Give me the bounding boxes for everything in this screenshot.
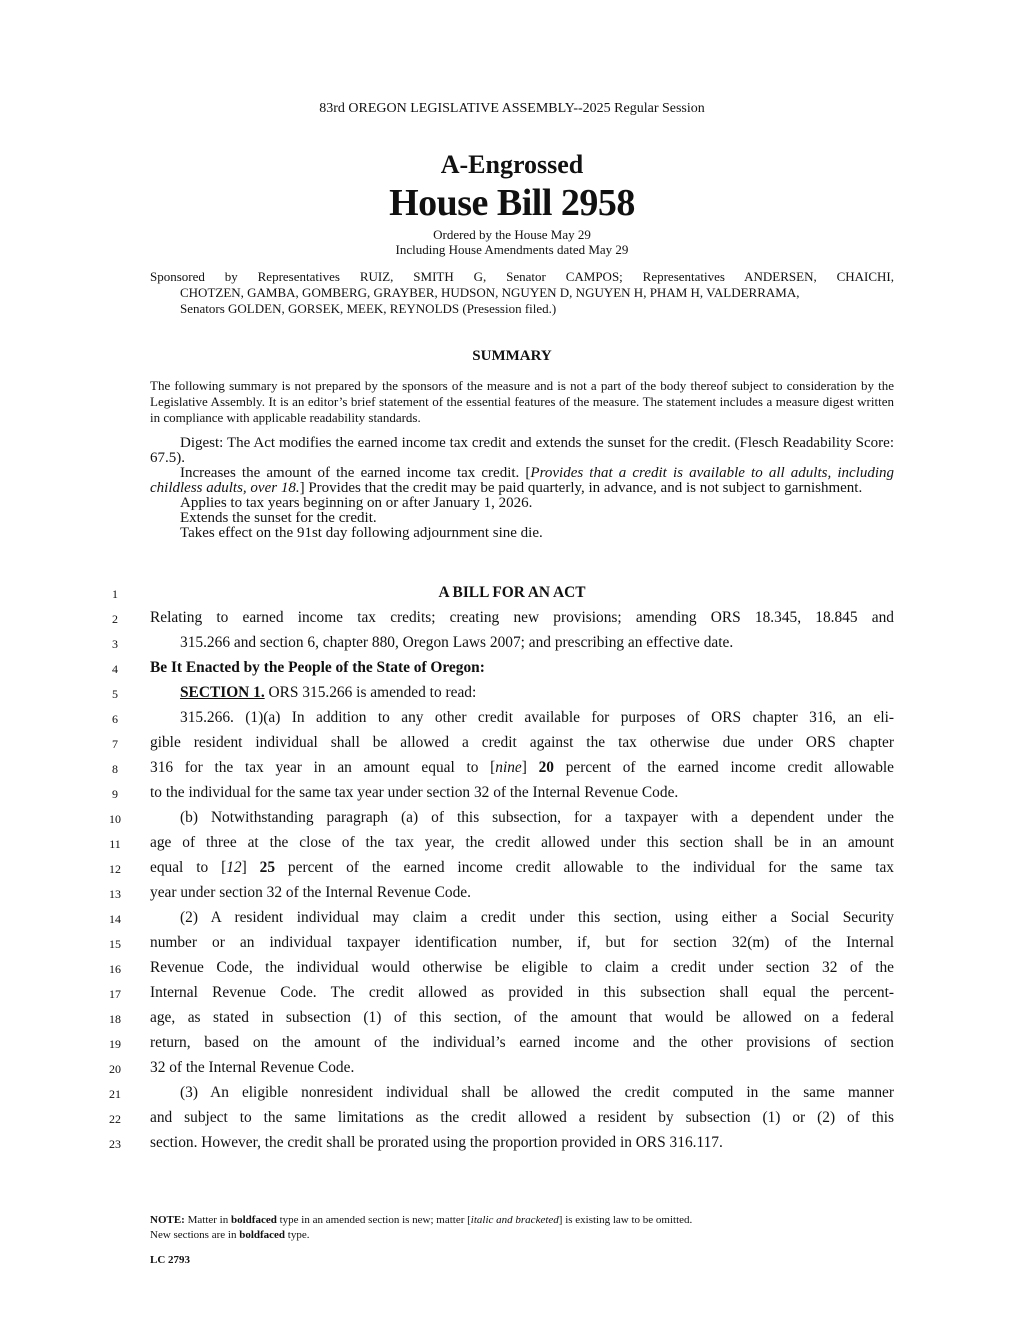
bill-line-18: age, as stated in subsection (1) of this section, of the amount that would be allowed on a federal [150,1009,894,1026]
line-number: 22 [109,1112,121,1126]
deleted-text: nine [495,759,522,776]
text-segment: percent of the earned income credit allowable [554,759,895,776]
bill-heading: A BILL FOR AN ACT [438,584,586,601]
sponsors [150,269,894,317]
digest-applies: Applies to tax years beginning on or after January 1, 2026. [180,495,533,511]
amendments-line: Including House Amendments dated May 29 [395,242,629,257]
bill-line-7: gible resident individual shall be allowed a credit against the tax otherwise due under ORS chapter [150,734,894,751]
engrossed-label: A-Engrossed [440,150,584,179]
text-segment: New sections are in [150,1229,240,1241]
line-number: 6 [112,712,118,726]
bill-line-6: 315.266. (1)(a) In addition to any other credit available for purposes of ORS chapter 316, an eli- [180,709,894,726]
bill-line-9: to the individual for the same tax year under section 32 of the Internal Revenue Code. [150,784,679,801]
ordered-line: Ordered by the House May 29 [433,227,591,242]
line-number: 9 [112,787,118,801]
bill-line-10: (b) Notwithstanding paragraph (a) of this subsection, for a taxpayer with a dependent under the [180,809,894,826]
sponsors-line-1: Sponsored by Representatives RUIZ, SMITH G, Senator CAMPOS; Representatives ANDERSEN, CHAICHI, [150,269,894,284]
section-1-text: ORS 315.266 is amended to read: [264,684,477,701]
ordered-info [0,227,1024,257]
text-segment: type. [285,1229,310,1241]
bill-line-12 [150,859,894,877]
text-segment: italic and bracketed [470,1214,559,1226]
text-segment: ] [241,859,260,876]
bill-line-13: year under section 32 of the Internal Revenue Code. [150,884,471,901]
bill-line-21: (3) An eligible nonresident individual shall be allowed the credit computed in the same manner [180,1084,894,1101]
increases-text: Increases the amount of the earned income tax credit. [ [180,465,531,481]
line-number: 16 [109,962,121,976]
line-number: 12 [109,862,121,876]
new-text: 25 [259,859,276,876]
text-segment: ] [521,759,539,776]
bill-line-19: return, based on the amount of the individual’s earned income and the other provisions of section [150,1034,894,1051]
increases-text-2: ] Provides that the credit may be paid quarterly, in advance, and is not subject to garnishment. [299,480,863,496]
line-number: 2 [112,612,118,626]
bill-line-22: and subject to the same limitations as the credit allowed a resident by subsection (1) or (2) of this [150,1109,894,1126]
section-1-label: SECTION 1. [180,684,265,701]
line-number: 23 [109,1137,121,1151]
bill-line-14: (2) A resident individual may claim a credit under this section, using either a Social Security [180,909,894,926]
text-segment: Matter in [184,1214,231,1226]
line-number: 14 [109,912,121,926]
deleted-text: 12 [226,859,242,876]
enacting-clause: Be It Enacted by the People of the State of Oregon: [150,659,485,676]
line-number: 15 [109,937,121,951]
bill-line-16: Revenue Code, the individual would otherwise be eligible to claim a credit under section 32 of the [150,959,894,976]
digest-text: Digest: The Act modifies the earned income tax credit and extends the sunset for the credit. (Flesch Readability Score: 67.5). [150,435,894,466]
text-segment: equal to [ [150,859,227,876]
bill-line-3: 315.266 and section 6, chapter 880, Oregon Laws 2007; and prescribing an effective date. [180,634,734,651]
new-text: 20 [538,759,554,776]
text-segment: type in an amended section is new; matter [ [276,1214,471,1226]
text-segment: boldfaced [230,1214,277,1226]
bill-line-5 [180,684,894,702]
digest-increases [150,466,894,496]
line-number: 20 [109,1062,121,1076]
bill-line-23: section. However, the credit shall be prorated using the proportion provided in ORS 316.117. [150,1134,723,1151]
footnote [150,1213,910,1243]
line-number: 4 [112,662,118,676]
bill-line-17: Internal Revenue Code. The credit allowed as provided in this subsection shall equal the percent- [150,984,894,1001]
lc-number: LC 2793 [150,1254,191,1266]
line-number: 5 [112,687,118,701]
bill-line-8 [150,759,894,777]
footnote-line-1 [150,1213,910,1228]
line-number: 3 [112,637,118,651]
sponsors-line-2: CHOTZEN, GAMBA, GOMBERG, GRAYBER, HUDSON, NGUYEN D, NGUYEN H, PHAM H, VALDERRAMA, [180,285,800,300]
line-number: 18 [109,1012,121,1026]
increases-italic: Provides that a credit is available to all adults, including childless adults, over 18. [150,465,895,496]
summary-heading: SUMMARY [472,348,552,364]
line-number: 8 [112,762,118,776]
line-number: 7 [112,737,118,751]
bill-line-15: number or an individual taxpayer identification number, if, but for section 32(m) of the Internal [150,934,894,951]
text-segment: ] is existing law to be omitted. [558,1214,693,1226]
summary-intro: The following summary is not prepared by the sponsors of the measure and is not a part of the body thereof subject to consideration by the Legislative Assembly. It is an editor’s brief statement of the essential features of the measure. The statement includes a measure digest written in compliance with applicable readability standards. [150,378,894,425]
text-segment: boldfaced [239,1229,286,1241]
digest-extends: Extends the sunset for the credit. [180,510,377,526]
sponsors-line-3: Senators GOLDEN, GORSEK, MEEK, REYNOLDS (Presession filed.) [180,301,557,316]
text-segment: 316 for the tax year in an amount equal to [ [150,759,496,776]
line-number: 13 [109,887,121,901]
footnote-line-2 [150,1228,910,1243]
line-number: 1 [112,587,118,601]
line-number: 11 [109,837,121,851]
session-header: 83rd OREGON LEGISLATIVE ASSEMBLY--2025 Regular Session [319,101,705,116]
note-label: NOTE: [150,1214,185,1226]
bill-line-20: 32 of the Internal Revenue Code. [150,1059,355,1076]
digest [150,436,894,541]
line-number: 21 [109,1087,121,1101]
line-number: 17 [109,987,121,1001]
bill-title: House Bill 2958 [389,182,635,224]
bill-line-2: Relating to earned income tax credits; creating new provisions; amending ORS 18.345, 18.845 and [150,609,894,626]
line-number: 10 [109,812,121,826]
bill-line-11: age of three at the close of the tax year, the credit allowed under this section shall be in an amount [150,834,894,851]
digest-takes-effect: Takes effect on the 91st day following adjournment sine die. [180,525,543,541]
text-segment: percent of the earned income credit allowable to the individual for the same tax [275,859,894,876]
line-number: 19 [109,1037,121,1051]
